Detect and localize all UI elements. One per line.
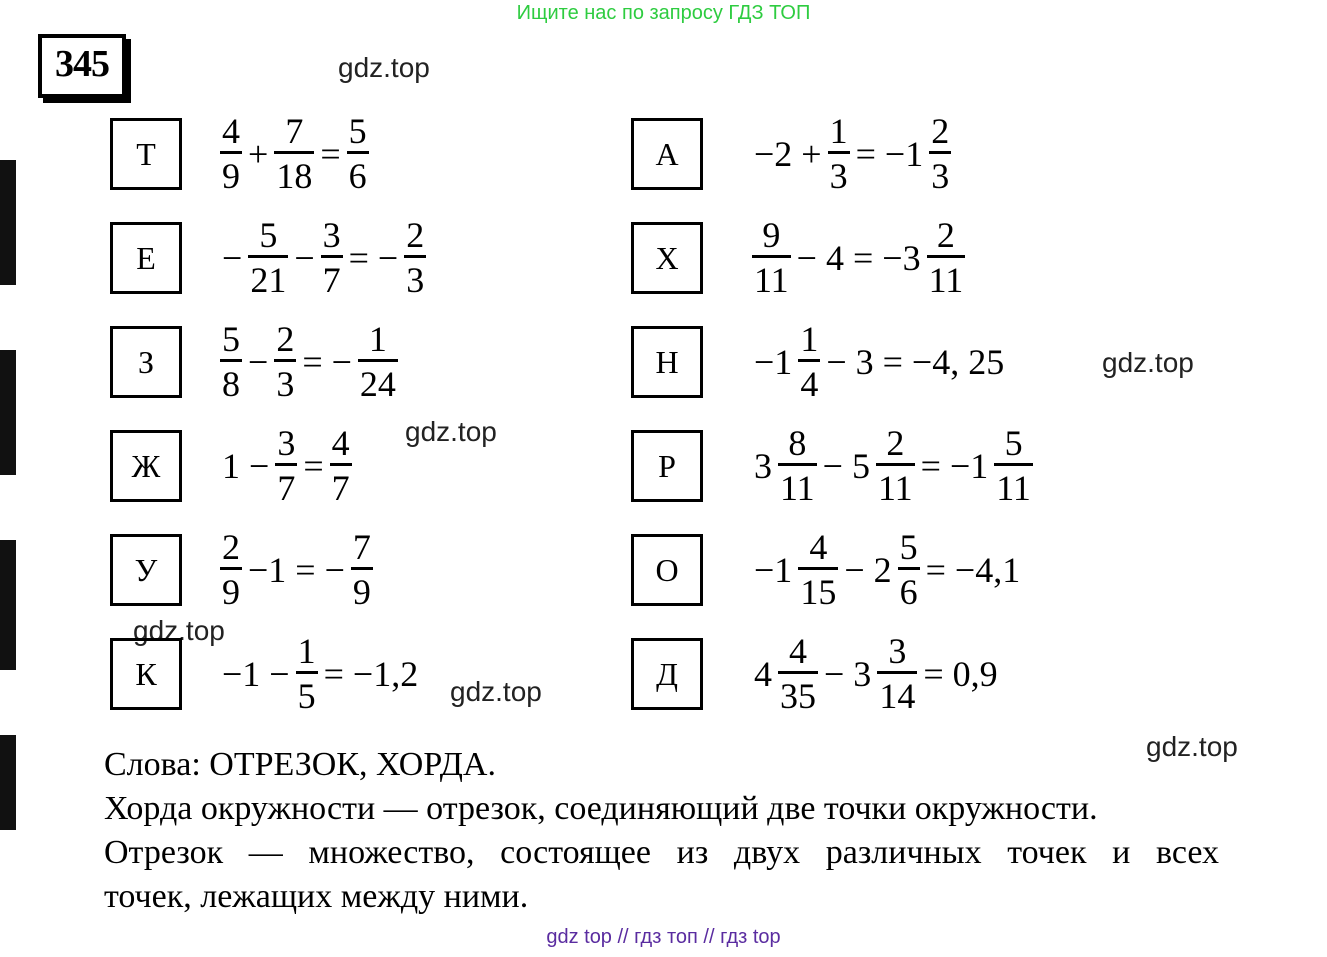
numerator: 3 (277, 422, 296, 463)
operator-text: −2 + (754, 134, 822, 174)
numerator: 2 (936, 214, 955, 255)
numerator: 5 (259, 214, 278, 255)
numerator: 4 (789, 630, 807, 671)
scan-edge-artifact (0, 160, 16, 285)
denominator: 11 (780, 467, 815, 508)
watermark: gdz.top (338, 52, 430, 83)
watermark: gdz.top (450, 676, 542, 707)
search-hint-link[interactable]: Ищите нас по запросу ГДЗ ТОП (516, 2, 811, 24)
equation (750, 626, 1002, 722)
fraction (927, 215, 966, 302)
letter-box: Х (631, 222, 703, 294)
denominator: 24 (359, 363, 396, 404)
letter-box: А (631, 118, 703, 190)
fraction (321, 215, 343, 302)
letter-box: О (631, 534, 703, 606)
equation (218, 626, 422, 722)
operator-text: + (248, 134, 269, 174)
operator-text: − 5 (822, 446, 870, 486)
denominator: 6 (899, 571, 918, 612)
denominator: 7 (322, 259, 341, 300)
denominator: 8 (222, 363, 240, 404)
numerator: 5 (222, 318, 240, 359)
operator-text: = −1,2 (323, 654, 419, 694)
watermark: gdz.top (133, 615, 225, 646)
denominator: 18 (276, 155, 313, 196)
numerator: 1 (829, 110, 848, 151)
numerator: 7 (352, 526, 371, 567)
numerator: 2 (222, 526, 240, 567)
operator-text: = (303, 446, 324, 486)
equation (750, 106, 953, 202)
scan-edge-artifact (0, 350, 16, 475)
fraction (876, 423, 915, 510)
numerator: 9 (762, 214, 781, 255)
fraction (347, 111, 369, 198)
denominator: 7 (331, 467, 350, 508)
operator-text: − (294, 238, 315, 278)
equation (218, 418, 354, 514)
scan-edge-artifact (0, 540, 16, 670)
equation (750, 210, 967, 306)
denominator: 7 (277, 467, 296, 508)
denominator: 3 (276, 363, 295, 404)
operator-text: − 2 (844, 550, 892, 590)
fraction (798, 319, 820, 406)
words-section (104, 743, 1219, 919)
fraction (275, 423, 297, 510)
fraction (752, 215, 791, 302)
fraction (296, 631, 318, 718)
words-answer: Слова: ОТРЕЗОК, ХОРДА. (104, 746, 496, 783)
numerator: 1 (297, 630, 316, 671)
letter-box: К (110, 638, 182, 710)
fraction (994, 423, 1033, 510)
numerator: 4 (331, 422, 350, 463)
fraction (220, 527, 242, 614)
denominator: 11 (928, 259, 964, 300)
denominator: 9 (222, 571, 240, 612)
fraction (351, 527, 373, 614)
equation (750, 522, 1024, 618)
fraction (358, 319, 398, 406)
fraction (877, 631, 917, 718)
footer-links[interactable]: gdz top // гдз топ // гдз top (546, 926, 781, 948)
letter-box: У (110, 534, 182, 606)
numerator: 2 (276, 318, 295, 359)
numerator: 2 (886, 422, 905, 463)
operator-text: −1 = − (248, 550, 345, 590)
letter-box: Р (631, 430, 703, 502)
letter-box: Д (631, 638, 703, 710)
segment-definition-cont: точек, лежащих между ними. (104, 878, 529, 915)
numerator: 1 (368, 318, 387, 359)
numerator: 1 (800, 318, 819, 359)
numerator: 3 (322, 214, 341, 255)
operator-text: 1 − (222, 446, 270, 486)
denominator: 15 (800, 571, 837, 612)
denominator: 5 (297, 675, 316, 716)
numerator: 5 (348, 110, 367, 151)
letter-box: Ж (110, 430, 182, 502)
fraction (898, 527, 920, 614)
fraction (778, 423, 817, 510)
equation (750, 314, 1008, 410)
fraction (798, 527, 838, 614)
operator-text: = (320, 134, 341, 174)
denominator: 9 (222, 155, 240, 196)
numerator: 4 (809, 526, 828, 567)
problem-number: 345 (38, 34, 126, 98)
fraction (220, 319, 242, 406)
operator-text: − (248, 342, 269, 382)
operator-text: − (222, 238, 243, 278)
fraction (778, 631, 818, 718)
numerator: 2 (406, 214, 425, 255)
numerator: 5 (899, 526, 918, 567)
denominator: 11 (754, 259, 789, 300)
numerator: 8 (788, 422, 807, 463)
denominator: 3 (829, 155, 848, 196)
watermark: gdz.top (405, 416, 497, 447)
fraction (330, 423, 352, 510)
operator-text: 4 (754, 654, 772, 694)
fraction (929, 111, 951, 198)
operator-text: = −1 (920, 446, 989, 486)
numerator: 4 (222, 110, 240, 151)
operator-text: − 3 = −4, 25 (826, 342, 1005, 382)
fraction (274, 111, 314, 198)
numerator: 7 (285, 110, 304, 151)
operator-text: = − (302, 342, 352, 382)
equation (218, 106, 371, 202)
letter-box: Е (110, 222, 182, 294)
fraction (274, 319, 296, 406)
denominator: 11 (877, 467, 913, 508)
operator-text: − 3 (824, 654, 872, 694)
numerator: 2 (931, 110, 950, 151)
operator-text: = 0,9 (923, 654, 998, 694)
fraction (828, 111, 850, 198)
watermark: gdz.top (1102, 347, 1194, 378)
letter-box: Н (631, 326, 703, 398)
denominator: 21 (250, 259, 287, 300)
denominator: 3 (406, 259, 425, 300)
operator-text: = −1 (855, 134, 924, 174)
equation (218, 522, 375, 618)
letter-box: Т (110, 118, 182, 190)
operator-text: −1 (754, 550, 793, 590)
fraction (248, 215, 288, 302)
denominator: 35 (780, 675, 816, 716)
denominator: 9 (352, 571, 371, 612)
scan-edge-artifact (0, 735, 16, 830)
fraction (220, 111, 242, 198)
numerator: 5 (1004, 422, 1023, 463)
operator-text: = − (348, 238, 399, 278)
denominator: 4 (800, 363, 819, 404)
operator-text: −1 − (222, 654, 290, 694)
denominator: 3 (931, 155, 950, 196)
fraction (404, 215, 426, 302)
operator-text: −1 (754, 342, 793, 382)
watermark: gdz.top (1146, 731, 1238, 762)
chord-definition: Хорда окружности — отрезок, соединяющий две точки окружности. (104, 790, 1098, 827)
segment-definition: Отрезок — множество, состоящее из двух различных точек и всех (104, 834, 1219, 871)
operator-text: − 4 = −3 (796, 238, 921, 278)
numerator: 3 (888, 630, 907, 671)
letter-box: З (110, 326, 182, 398)
operator-text: = −4,1 (925, 550, 1021, 590)
denominator: 14 (879, 675, 916, 716)
equation (218, 314, 400, 410)
denominator: 11 (996, 467, 1031, 508)
denominator: 6 (348, 155, 367, 196)
equation (750, 418, 1035, 514)
equation (218, 210, 428, 306)
operator-text: 3 (754, 446, 772, 486)
